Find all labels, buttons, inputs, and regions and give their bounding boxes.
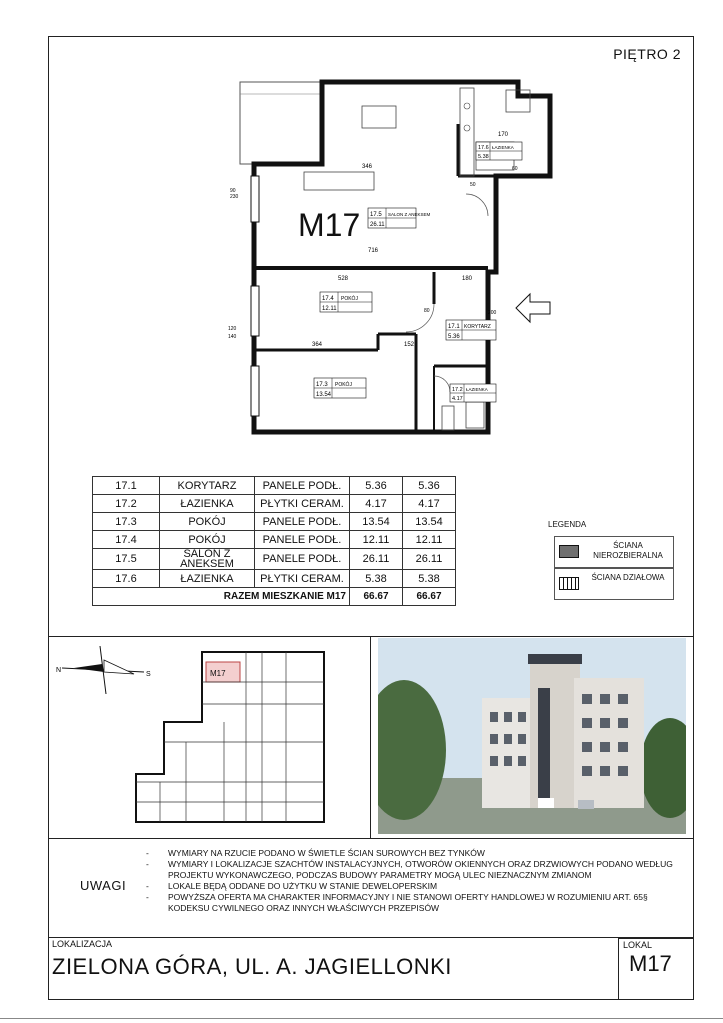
room-label-17-2 [450, 384, 496, 402]
floor-label: PIĘTRO 2 [613, 46, 681, 62]
location-label: LOKALIZACJA [52, 939, 113, 949]
svg-text:ŁAZIENKA: ŁAZIENKA [492, 145, 514, 150]
table-cell-a1: 26.11 [350, 549, 403, 570]
table-row [93, 477, 456, 495]
table-cell-a2: 13.54 [403, 513, 456, 531]
svg-text:17.4: 17.4 [322, 296, 334, 302]
legend-partition-label: ŚCIANA DZIAŁOWA [591, 573, 665, 582]
table-cell-material: PANELE PODŁ. [255, 531, 350, 549]
svg-text:26.11: 26.11 [370, 222, 385, 228]
table-cell-id: 17.3 [93, 513, 160, 531]
svg-text:KORYTARZ: KORYTARZ [464, 324, 491, 330]
legend-title: LEGENDA [548, 520, 587, 529]
table-cell-a2: 12.11 [403, 531, 456, 549]
table-cell-id: 17.1 [93, 477, 160, 495]
table-cell-name: ŁAZIENKA [160, 570, 255, 588]
table-cell-id: 17.6 [93, 570, 160, 588]
svg-text:17.1: 17.1 [448, 324, 460, 330]
dim-152: 152 [404, 342, 415, 348]
table-cell-material: PANELE PODŁ. [255, 477, 350, 495]
building-key-plan [56, 642, 366, 832]
svg-text:POKÓJ: POKÓJ [335, 382, 352, 388]
floor-plan [220, 76, 560, 468]
table-cell-a1: 5.36 [350, 477, 403, 495]
table-row [93, 531, 456, 549]
compass-n-label: N [56, 667, 62, 674]
table-cell-a1: 4.17 [350, 495, 403, 513]
table-cell-a1: 5.38 [350, 570, 403, 588]
dim-200: 200 [488, 310, 497, 316]
svg-text:17.3: 17.3 [316, 382, 328, 388]
table-cell-a2: 26.11 [403, 549, 456, 570]
table-cell-name: SALON Z ANEKSEM [160, 549, 255, 570]
table-row [93, 549, 456, 570]
svg-text:17.2: 17.2 [452, 387, 463, 393]
svg-text:13.54: 13.54 [316, 392, 332, 398]
table-cell-a2: 5.38 [403, 570, 456, 588]
dim-90: 90 [230, 188, 236, 194]
unit-box-label: LOKAL [623, 940, 653, 950]
total-area-2: 66.67 [403, 588, 456, 606]
notes-list [146, 848, 691, 914]
section-divider [48, 937, 694, 938]
svg-text:12.11: 12.11 [322, 306, 337, 312]
table-row [93, 495, 456, 513]
note-item: - WYMIARY I LOKALIZACJE SZACHTÓW INSTALACYJNYCH, OTWORÓW OKIENNYCH ORAZ DRZWIOWYCH PODANO WEDŁUG PROJEKTU WYKONAWCZEGO, PODCZAS BUDOWY PARAMETRY MOGĄ ULEC NIEZNACZNYM ZMIANOM [146, 859, 691, 881]
dim-60: 60 [512, 166, 518, 172]
section-divider [48, 636, 694, 637]
table-cell-material: PANELE PODŁ. [255, 549, 350, 570]
legend-item-partition [554, 568, 674, 600]
svg-text:5.36: 5.36 [448, 334, 460, 340]
table-row [93, 570, 456, 588]
table-cell-material: PANELE PODŁ. [255, 513, 350, 531]
svg-text:17.6: 17.6 [478, 145, 489, 151]
room-label-17-1 [446, 320, 496, 340]
building-rendering-image [378, 638, 686, 834]
total-area-1: 66.67 [350, 588, 403, 606]
room-label-17-5 [368, 208, 431, 228]
dim-170: 170 [498, 132, 509, 138]
unit-box-value: M17 [629, 951, 672, 976]
room-label-17-6 [476, 142, 522, 160]
plan-unit-label: M17 [298, 207, 361, 243]
svg-text:SALON Z ANEKSEM: SALON Z ANEKSEM [388, 212, 431, 217]
svg-text:ŁAZIENKA: ŁAZIENKA [466, 387, 488, 392]
note-item: - WYMIARY NA RZUCIE PODANO W ŚWIETLE ŚCIAN SUROWYCH BEZ TYNKÓW [146, 848, 691, 859]
table-cell-id: 17.5 [93, 549, 160, 570]
dim-120: 120 [228, 326, 237, 332]
total-label: RAZEM MIESZKANIE M17 [93, 588, 350, 606]
table-cell-a2: 5.36 [403, 477, 456, 495]
dim-50: 50 [470, 182, 476, 188]
dim-528: 528 [338, 276, 349, 282]
page-bottom-line [0, 1018, 723, 1019]
table-cell-id: 17.4 [93, 531, 160, 549]
table-cell-a1: 12.11 [350, 531, 403, 549]
unit-box [618, 938, 694, 1000]
dim-140: 140 [228, 334, 237, 340]
table-cell-name: POKÓJ [160, 531, 255, 549]
dim-364: 364 [312, 342, 323, 348]
table-cell-name: ŁAZIENKA [160, 495, 255, 513]
svg-text:5.38: 5.38 [478, 154, 489, 160]
load-bearing-wall-swatch [559, 545, 579, 558]
compass-s-label: S [146, 671, 151, 678]
note-item: - LOKALE BĘDĄ ODDANE DO UŻYTKU W STANIE DEWELOPERSKIM [146, 881, 691, 892]
site-unit-label: M17 [210, 669, 226, 678]
table-cell-a2: 4.17 [403, 495, 456, 513]
dim-230: 230 [230, 194, 239, 200]
section-divider-vertical [370, 636, 371, 838]
dim-346: 346 [362, 164, 373, 170]
dim-180: 180 [462, 276, 473, 282]
table-cell-a1: 13.54 [350, 513, 403, 531]
partition-wall-swatch [559, 577, 579, 590]
table-row [93, 513, 456, 531]
room-label-17-3 [314, 378, 366, 398]
room-label-17-4 [320, 292, 372, 312]
dim-716: 716 [368, 248, 379, 254]
address: ZIELONA GÓRA, UL. A. JAGIELLONKI [52, 954, 452, 979]
svg-text:POKÓJ: POKÓJ [341, 296, 358, 302]
legend-item-load-bearing [554, 536, 674, 568]
section-divider [48, 838, 694, 839]
table-cell-material: PŁYTKI CERAM. [255, 570, 350, 588]
table-cell-name: KORYTARZ [160, 477, 255, 495]
legend-load-bearing-label: ŚCIANA NIEROZBIERALNA [593, 541, 663, 560]
dim-80: 80 [424, 308, 430, 314]
note-item: - POWYŻSZA OFERTA MA CHARAKTER INFORMACYJNY I NIE STANOWI OFERTY HANDLOWEJ W ROZUMIENIU ART. 65§ KODEKSU CYWILNEGO ORAZ INNYCH WŁAŚCIWYCH PRZEPISÓW [146, 892, 691, 914]
table-cell-material: PŁYTKI CERAM. [255, 495, 350, 513]
table-total-row [93, 588, 456, 606]
notes-label: UWAGI [80, 878, 127, 893]
svg-text:17.5: 17.5 [370, 212, 382, 218]
compass-icon [56, 646, 151, 694]
table-cell-id: 17.2 [93, 495, 160, 513]
table-cell-name: POKÓJ [160, 513, 255, 531]
room-areas-table [92, 476, 456, 606]
svg-text:4.17: 4.17 [452, 396, 463, 402]
